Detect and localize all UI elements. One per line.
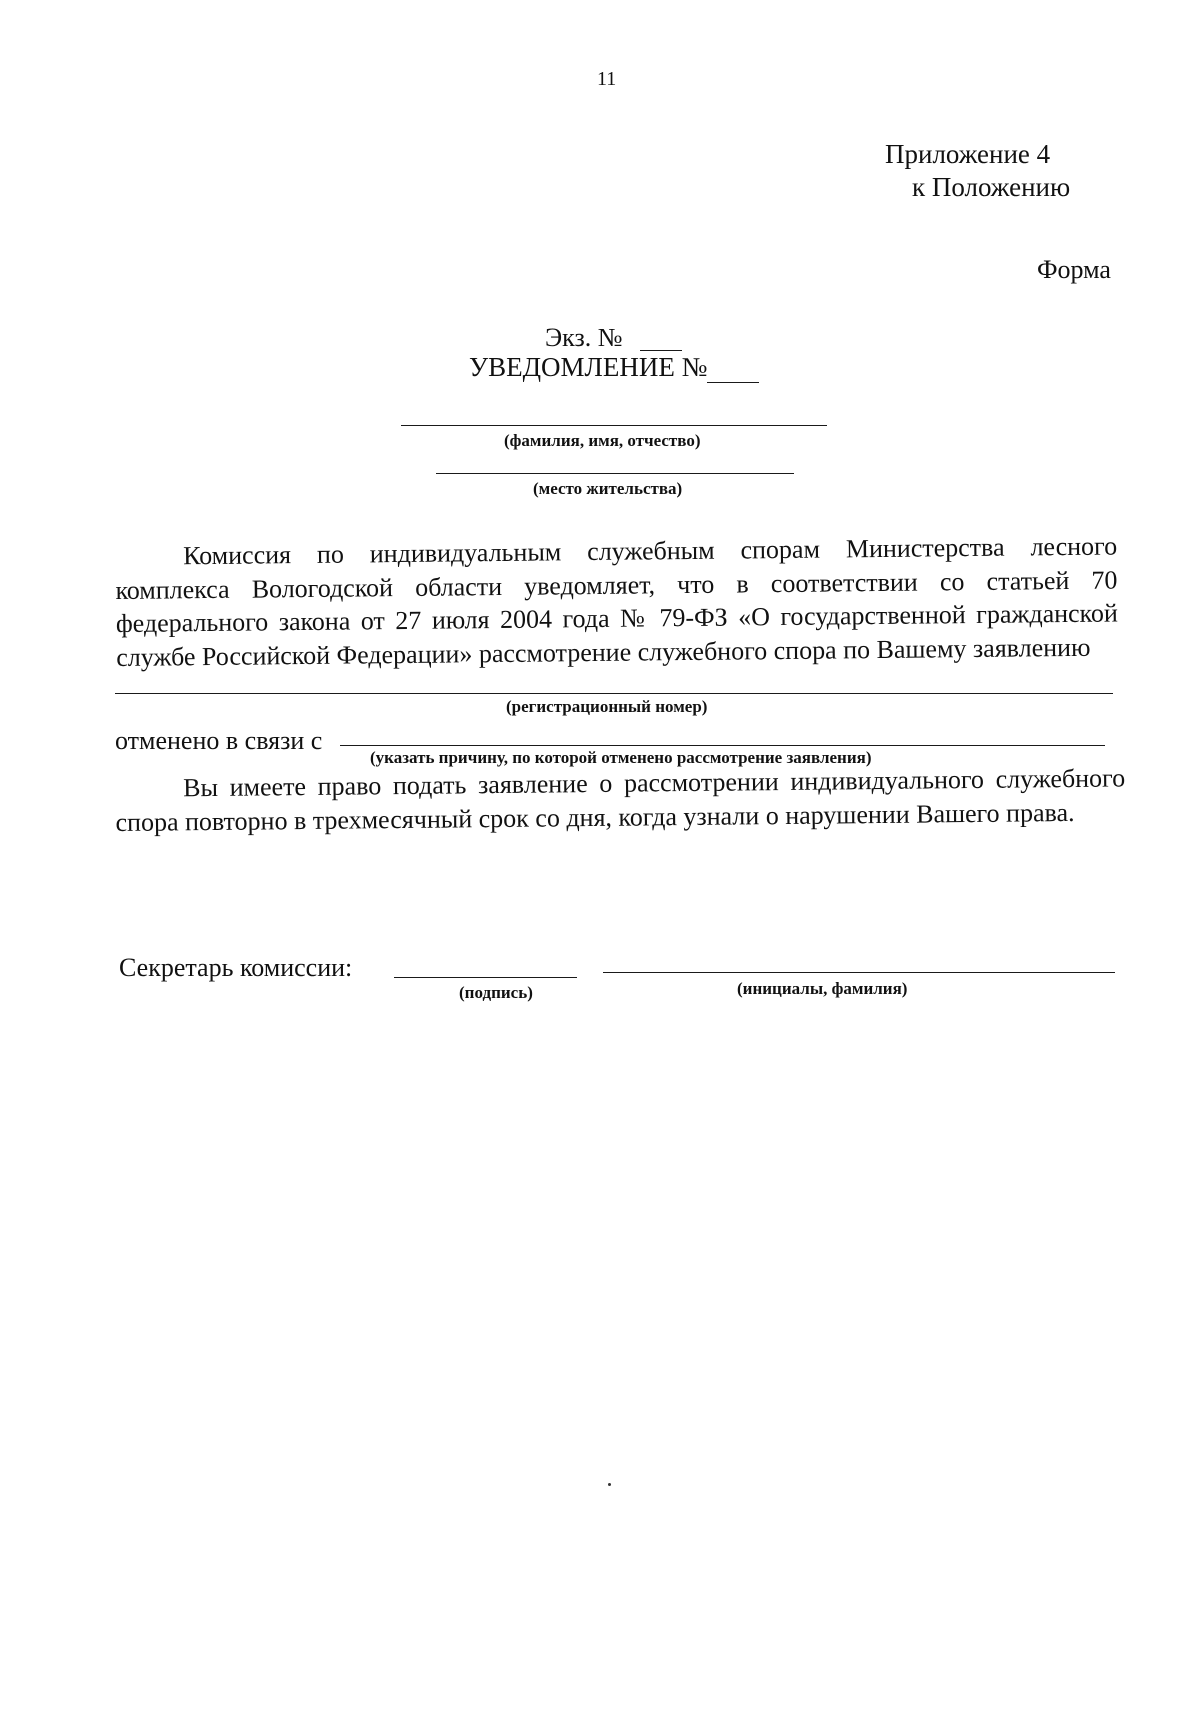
- registration-number-caption: (регистрационный номер): [506, 697, 708, 716]
- signature-caption: (подпись): [459, 983, 533, 1002]
- notice-number-field[interactable]: [707, 382, 759, 383]
- address-caption: (место жительства): [533, 479, 683, 498]
- initials-surname-field[interactable]: [603, 972, 1115, 973]
- scan-speck: [608, 1483, 611, 1486]
- form-label: Форма: [1037, 255, 1111, 284]
- fio-caption: (фамилия, имя, отчество): [504, 431, 701, 450]
- copy-number-field[interactable]: [640, 350, 682, 351]
- fio-field[interactable]: [401, 425, 827, 426]
- notice-title: УВЕДОМЛЕНИЕ №: [469, 352, 708, 382]
- secretary-label: Секретарь комиссии:: [119, 953, 353, 982]
- main-paragraph: Комиссия по индивидуальным служебным спорам Министерства лесного комплекса Вологодской области уведомляет, что в соответствии со статьей 70 федерального закона от 27 июля 2004 года № 79-ФЗ «О государственной гражданской службе Российской Федерации» рассмотрение служебного спора по Вашему заявлению: [115, 531, 1118, 672]
- initials-surname-caption: (инициалы, фамилия): [737, 979, 908, 998]
- registration-number-field[interactable]: [115, 693, 1113, 694]
- cancel-reason-field[interactable]: [340, 745, 1105, 746]
- page-number: 11: [597, 68, 617, 90]
- signature-field[interactable]: [394, 977, 577, 978]
- appendix-reference: к Положению: [912, 172, 1071, 202]
- address-field[interactable]: [436, 473, 794, 474]
- copy-number-label: Экз. №: [545, 323, 623, 352]
- appendix-label: Приложение 4: [885, 139, 1051, 169]
- cancel-reason-label: отменено в связи с: [115, 726, 323, 755]
- cancel-reason-caption: (указать причину, по которой отменено рассмотрение заявления): [370, 748, 872, 767]
- rights-paragraph: Вы имеете право подать заявление о рассмотрении индивидуального служебного спора повторно в трехмесячный срок со дня, когда узнали о нарушении Вашего права.: [115, 763, 1126, 837]
